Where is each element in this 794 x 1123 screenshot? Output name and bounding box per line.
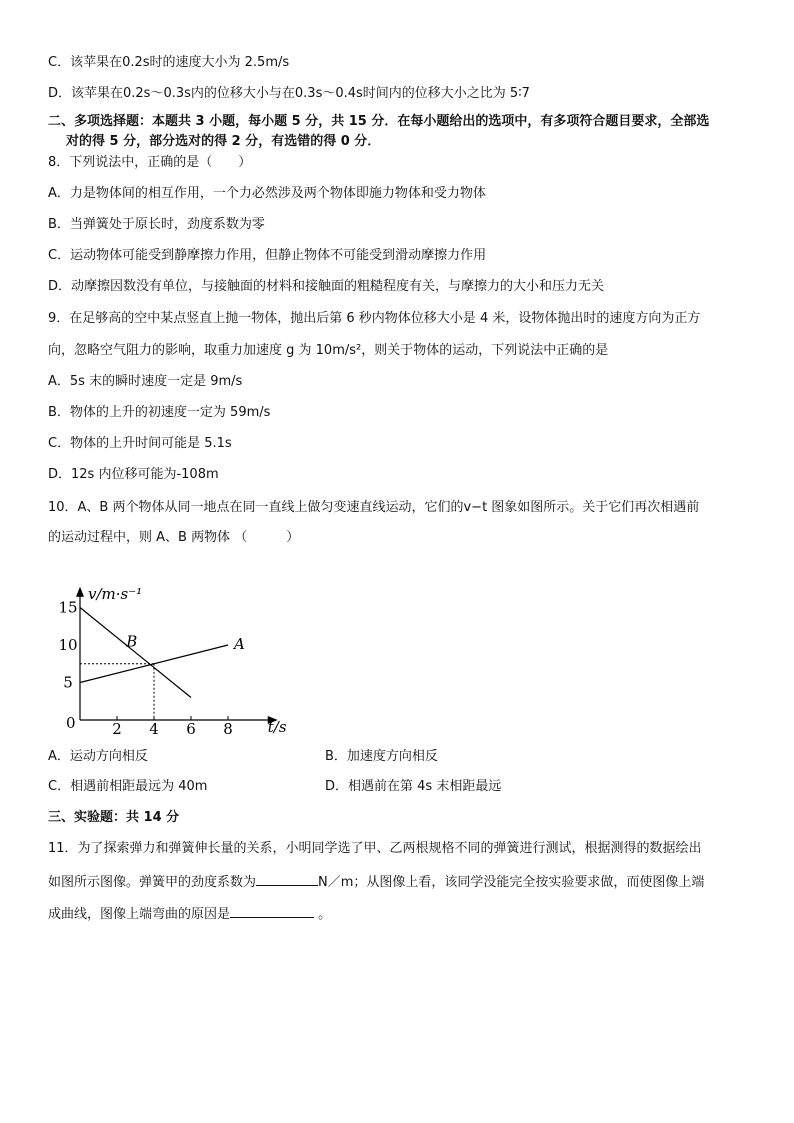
q9-stem-2: 向，忽略空气阻力的影响，取重力加速度 g 为 10m/s²，则关于物体的运动，下列说法中正确的是	[48, 343, 609, 358]
x-tick-label: 2	[112, 720, 122, 738]
q8-option-a: A．力是物体间的相互作用，一个力必然涉及两个物体即施力物体和受力物体	[48, 186, 486, 201]
y-tick-label: 5	[63, 673, 73, 692]
series-line-B	[80, 608, 191, 698]
q9-option-c: C．物体的上升时间可能是 5.1s	[48, 436, 232, 451]
q7-option-d: D．该苹果在0.2s～0.3s内的位移大小与在0.3s～0.4s时间内的位移大小之比为 5∶7	[48, 86, 530, 101]
q11-text-c: 成曲线，图像上端弯曲的原因是	[48, 907, 231, 922]
q11-text-a: 如图所示图像。弹簧甲的劲度系数为	[48, 875, 257, 890]
q8-option-c: C．运动物体可能受到静摩擦力作用，但静止物体不可能受到滑动摩擦力作用	[48, 248, 487, 263]
q8-stem: 8．下列说法中，正确的是（ ）	[48, 155, 252, 170]
x-tick-label: 4	[149, 720, 159, 738]
answer-blank-2[interactable]	[230, 903, 314, 918]
section3-heading: 三、实验题：共 14 分	[48, 810, 180, 825]
x-tick-label: 6	[186, 720, 196, 738]
q11-text-b: N／m；从图像上看，该同学没能完全按实验要求做，而使图像上端	[318, 875, 705, 890]
section2-heading-cont: 对的得 5 分，部分选对的得 2 分，有选错的得 0 分．	[66, 134, 381, 149]
q10-option-d: D．相遇前在第 4s 末相距最远	[325, 779, 502, 794]
origin-label: 0	[66, 714, 76, 732]
answer-blank-1[interactable]	[256, 871, 318, 886]
q11-text-d: 。	[314, 907, 332, 922]
q8-option-b: B．当弹簧处于原长时，劲度系数为零	[48, 217, 265, 232]
q10-stem-1: 10．A、B 两个物体从同一地点在同一直线上做匀变速直线运动，它们的v−t 图象如图所示。关于它们再次相遇前	[48, 500, 700, 515]
q9-option-b: B．物体的上升的初速度一定为 59m/s	[48, 405, 271, 420]
q9-stem-1: 9．在足够高的空中某点竖直上抛一物体，抛出后第 6 秒内物体位移大小是 4 米，设物体抛出时的速度方向为正方	[48, 311, 701, 326]
q9-option-a: A．5s 末的瞬时速度一定是 9m/s	[48, 374, 243, 389]
q11-stem-3	[48, 903, 331, 925]
q7-option-c: C．该苹果在0.2s时的速度大小为 2.5m/s	[48, 55, 290, 70]
q10-option-c: C．相遇前相距最远为 40m	[48, 779, 208, 794]
q10-option-a: A．运动方向相反	[48, 749, 148, 764]
q8-option-d: D．动摩擦因数没有单位，与接触面的材料和接触面的粗糙程度有关，与摩擦力的大小和压力无关	[48, 279, 605, 294]
q11-stem-1: 11．为了探索弹力和弹簧伸长量的关系，小明同学选了甲、乙两根规格不同的弹簧进行测试，根据测得的数据绘出	[48, 841, 702, 856]
section2-heading: 二、多项选择题：本题共 3 小题，每小题 5 分，共 15 分．在每小题给出的选项中，有多项符合题目要求，全部选	[48, 114, 710, 129]
series-label-A: A	[234, 635, 245, 653]
q9-option-d: D．12s 内位移可能为-108m	[48, 467, 219, 482]
q10-stem-2: 的运动过程中，则 A、B 两物体 （ ）	[48, 530, 300, 545]
y-axis-arrow	[76, 587, 84, 597]
x-axis-label: t/s	[267, 718, 287, 736]
q10-option-b: B．加速度方向相反	[325, 749, 438, 764]
y-tick-label: 10	[58, 636, 78, 654]
q11-stem-2	[48, 871, 704, 893]
y-tick-label: 15	[58, 598, 78, 617]
vt-graph	[40, 560, 287, 740]
series-label-B: B	[126, 632, 138, 651]
x-tick-label: 8	[223, 720, 233, 738]
y-axis-label: v/m·s⁻¹	[88, 584, 143, 603]
